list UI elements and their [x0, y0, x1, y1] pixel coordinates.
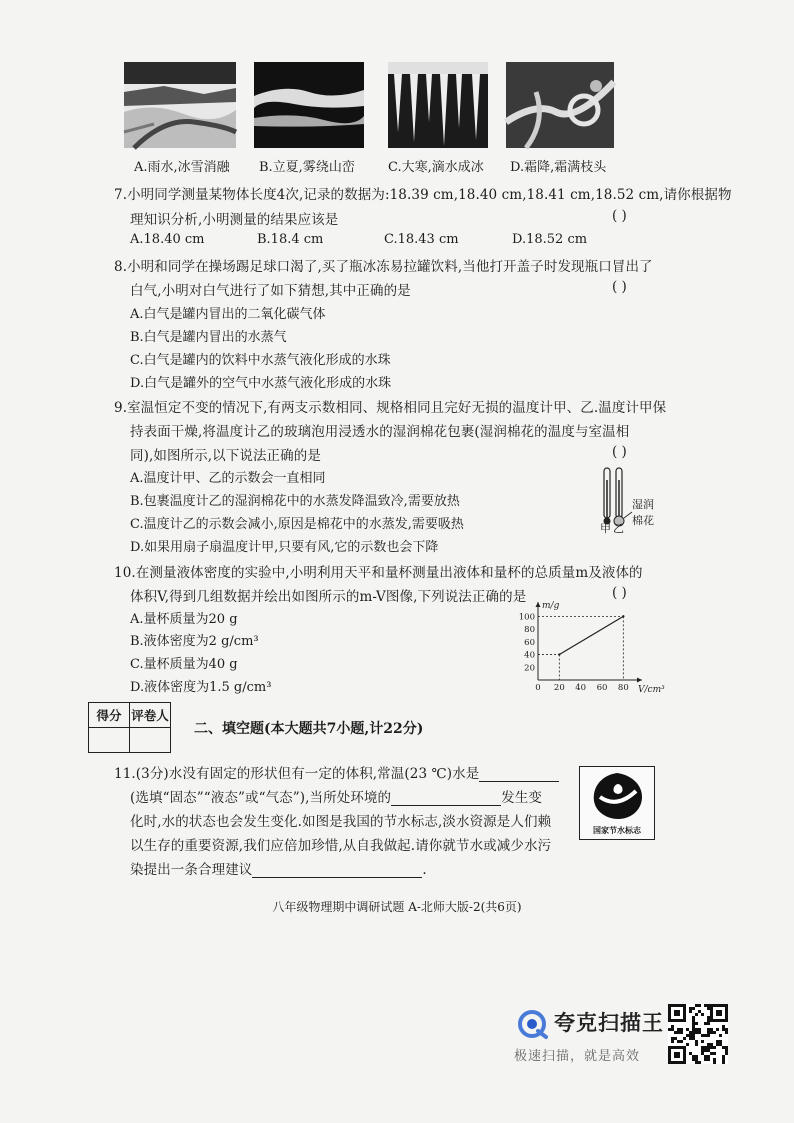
photo-c-icicles: [388, 62, 488, 148]
data-point: [558, 653, 560, 655]
q9-option-d: D.如果用扇子扇温度计甲,只要有风,它的示数也会下降: [130, 540, 439, 555]
y-axis-label: m/g: [542, 601, 560, 611]
qr-code-icon[interactable]: [668, 1004, 728, 1064]
q11-text-5b: .: [422, 862, 427, 878]
q11-text-1: 11.(3分)水没有固定的形状但有一定的体积,常温(23 ℃)水是: [114, 766, 480, 782]
q11-blank-state[interactable]: [479, 781, 559, 782]
q9-stem-line1: 9.室温恒定不变的情况下,有两支示数相同、规格相同且完好无损的温度计甲、乙.温度计甲保: [114, 400, 667, 416]
logo-caption: 国家节水标志: [593, 826, 641, 835]
q11-text-2b: 发生变: [501, 790, 542, 806]
chart-series: [558, 615, 624, 656]
chart-axes: [536, 601, 666, 695]
q11-blank-suggestion[interactable]: [252, 877, 422, 878]
series-line: [559, 616, 623, 654]
y-tick-label: 60: [524, 637, 535, 648]
q9-option-c: C.温度计乙的示数会减小,原因是棉花中的水蒸发,需要吸热: [130, 517, 464, 532]
score-cell[interactable]: [89, 728, 130, 753]
q8-option-b: B.白气是罐内冒出的水蒸气: [130, 330, 287, 345]
q9-option-b: B.包裹温度计乙的湿润棉花中的水蒸发降温致冷,需要放热: [130, 494, 460, 509]
q8-stem-line1: 8.小明和同学在操场踢足球口渴了,买了瓶冰冻易拉罐饮料,当他打开盖子时发现瓶口冒出了: [114, 259, 653, 275]
q10-option-d: D.液体密度为1.5 g/cm³: [130, 680, 272, 695]
q11-text-5a: 染提出一条合理建议: [130, 862, 253, 878]
q8-stem-line2: 白气,小明对白气进行了如下猜想,其中正确的是: [130, 283, 411, 299]
q9-stem-line2: 持表面干燥,将温度计乙的玻璃泡用浸透水的湿润棉花包裹(湿润棉花的温度与室温相: [130, 424, 630, 440]
x-axis-label: V/cm³: [638, 685, 665, 695]
y-tick-label: 100: [518, 612, 535, 623]
q7-stem-line2: 理知识分析,小明测量的结果应该是: [130, 212, 339, 228]
chart-ticks: [519, 612, 629, 693]
photo-d-frost-branches: [506, 62, 614, 148]
score-table: [88, 702, 171, 753]
q10-option-c: C.量杯质量为40 g: [130, 657, 238, 672]
scanner-brand-subtitle: 极速扫描，就是高效: [514, 1049, 641, 1064]
q7-option-c: C.18.43 cm: [384, 232, 459, 247]
y-axis-arrow: [536, 602, 541, 607]
q9-answer-bracket: ( ): [612, 444, 627, 460]
cotton-label-line1: 湿润: [632, 498, 654, 511]
q11-blank-condition[interactable]: [391, 805, 501, 806]
q10-stem-line1: 10.在测量液体密度的实验中,小明利用天平和量杯测量出液体和量杯的总质量m及液体的: [114, 565, 643, 581]
y-tick-label: 20: [524, 663, 535, 674]
m-v-chart: [508, 600, 665, 695]
q7-answer-bracket: ( ): [612, 208, 627, 224]
q6-option-a: A.雨水,冰雪消融: [134, 160, 230, 175]
q6-option-b: B.立夏,雾绕山峦: [259, 160, 355, 175]
q11-line1: [114, 762, 559, 782]
q6-option-d: D.霜降,霜满枝头: [510, 160, 607, 175]
reviewer-label: 评卷人: [130, 703, 171, 728]
q8-option-c: C.白气是罐内的饮料中水蒸气液化形成的水珠: [130, 353, 391, 368]
thermometer-label-jia: 甲: [600, 522, 611, 535]
x-tick-label: 40: [575, 683, 587, 693]
q8-option-a: A.白气是罐内冒出的二氧化碳气体: [130, 307, 326, 322]
q9-option-a: A.温度计甲、乙的示数会一直相同: [130, 471, 326, 486]
scanner-logo-icon: [516, 1009, 550, 1039]
q8-answer-bracket: ( ): [612, 279, 627, 295]
photo-a-snow-melting: [124, 62, 236, 148]
water-drop-icon: [580, 767, 654, 825]
q11-line2: [130, 786, 542, 806]
x-tick-label: 20: [553, 683, 565, 693]
q10-option-a: A.量杯质量为20 g: [130, 612, 238, 627]
scanner-brand-title: 夸克扫描王: [554, 1011, 664, 1035]
chart-guides: [538, 616, 623, 680]
thermometer-label-yi: 乙: [613, 522, 624, 535]
section2-title: 二、填空题(本大题共7小题,计22分): [194, 721, 424, 737]
q11-line5: [130, 858, 427, 878]
x-axis-arrow: [637, 678, 642, 683]
page-footer: 八年级物理期中调研试题 A-北师大版-2(共6页): [272, 900, 522, 914]
data-point: [622, 615, 624, 617]
x-tick-label: 60: [596, 683, 608, 693]
water-saving-logo: [579, 766, 655, 840]
photo-b-fog-mountains: [254, 62, 364, 148]
x-tick-label: 0: [535, 683, 541, 693]
q7-option-d: D.18.52 cm: [512, 232, 588, 247]
q11-line4: 以生存的重要资源,我们应倍加珍惜,从自我做起.请你就节水或减少水污: [130, 838, 552, 854]
q8-option-d: D.白气是罐外的空气中水蒸气液化形成的水珠: [130, 376, 392, 391]
q6-option-c: C.大寒,滴水成冰: [388, 160, 484, 175]
score-label: 得分: [89, 703, 130, 728]
cotton-label-line2: 棉花: [632, 514, 654, 527]
q7-option-b: B.18.4 cm: [257, 232, 324, 247]
q9-stem-line3: 同),如图所示,以下说法正确的是: [130, 448, 321, 464]
y-tick-label: 40: [524, 650, 535, 661]
reviewer-cell[interactable]: [130, 728, 171, 753]
q10-answer-bracket: ( ): [612, 585, 627, 601]
q11-line3: 化时,水的状态也会发生变化.如图是我国的节水标志,淡水资源是人们赖: [130, 814, 552, 830]
q10-stem-line2: 体积V,得到几组数据并绘出如图所示的m-V图像,下列说法正确的是: [130, 589, 527, 605]
q7-stem-line1: 7.小明同学测量某物体长度4次,记录的数据为:18.39 cm,18.40 cm,18.41 cm,18.52 cm,请你根据物: [114, 187, 732, 203]
q11-text-2a: (选填“固态”“液态”或“气态”),当所处环境的: [130, 790, 392, 806]
y-tick-label: 80: [524, 625, 535, 636]
x-tick-label: 80: [617, 683, 629, 693]
q10-option-b: B.液体密度为2 g/cm³: [130, 634, 259, 649]
q7-option-a: A.18.40 cm: [130, 232, 205, 247]
